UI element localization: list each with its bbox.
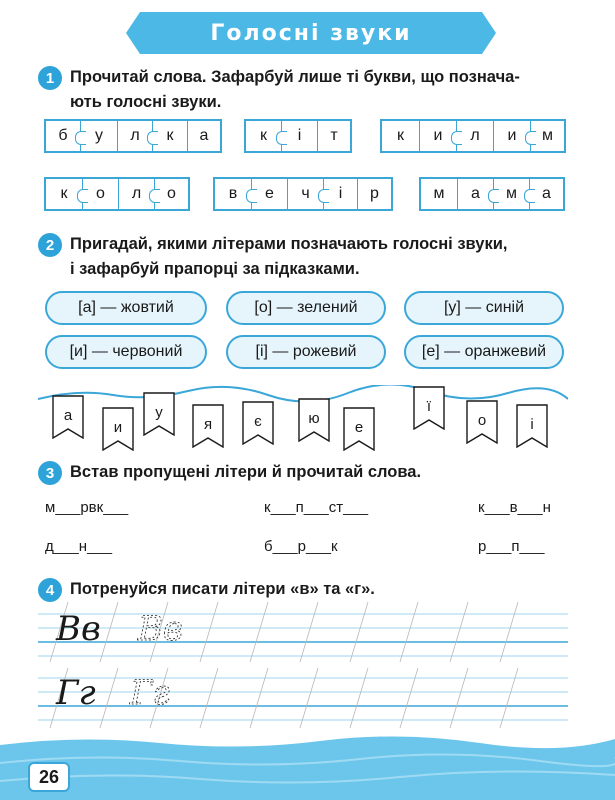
word-puzzle-2: [244, 119, 352, 153]
flag-10[interactable]: [516, 404, 548, 448]
letter-cell[interactable]: м: [433, 185, 445, 202]
word-puzzle-4: [44, 177, 190, 211]
letter-cell[interactable]: р: [357, 179, 391, 209]
letter-cell[interactable]: а: [187, 121, 220, 151]
letter-cell[interactable]: б: [58, 127, 68, 144]
handwriting-trace-vv: Вв: [138, 609, 183, 649]
page-title-banner: [140, 12, 482, 54]
letter-cell[interactable]: л: [456, 121, 493, 151]
flag-8[interactable]: [413, 386, 445, 430]
letter-cell[interactable]: к: [260, 127, 267, 144]
letter-cell[interactable]: а: [457, 179, 493, 209]
word-puzzle-1: [44, 119, 222, 153]
flag-6[interactable]: [298, 398, 330, 442]
handwriting-trace-hh: Гг: [130, 673, 170, 713]
letter-cell[interactable]: к: [152, 121, 187, 151]
task-4-number: 4: [38, 578, 62, 602]
hint-u-blue: [у] — синій: [404, 291, 564, 325]
word-puzzle-5: [213, 177, 393, 211]
hint-o-green: [о] — зелений: [226, 291, 386, 325]
letter-cell[interactable]: і: [281, 121, 317, 151]
word-puzzle-3: [380, 119, 566, 153]
letter-cell[interactable]: к: [397, 127, 404, 144]
flag-1[interactable]: [52, 395, 84, 439]
page-title: Голосні звуки: [210, 20, 412, 46]
fill-word-3[interactable]: к___в___н: [478, 499, 551, 516]
letter-cell[interactable]: у: [80, 121, 117, 151]
fill-word-1[interactable]: м___рвк___: [45, 499, 129, 516]
task-3-text: Встав пропущені літери й прочитай слова.: [70, 463, 422, 481]
bottom-wave-decoration: [0, 735, 615, 800]
task-2-text-line1: Пригадай, якими літерами позначають голосні звуки,: [70, 235, 508, 253]
flag-3[interactable]: [143, 392, 175, 436]
flag-letter: е: [354, 419, 364, 436]
letter-cell[interactable]: о: [82, 179, 118, 209]
handwriting-sample-vv: Вв: [56, 609, 101, 649]
hint-i-pink: [і] — рожевий: [226, 335, 386, 369]
flag-letter: о: [477, 412, 487, 429]
letter-cell[interactable]: м: [530, 121, 564, 151]
flag-letter: и: [113, 419, 123, 436]
letter-cell[interactable]: м: [493, 179, 529, 209]
flag-5[interactable]: [242, 401, 274, 445]
flag-4[interactable]: [192, 404, 224, 448]
fill-word-2[interactable]: к___п___ст___: [264, 499, 369, 516]
letter-cell[interactable]: к: [60, 185, 68, 202]
letter-cell[interactable]: ч: [287, 179, 323, 209]
word-puzzle-6: [419, 177, 565, 211]
flag-letter: у: [155, 404, 163, 421]
letter-cell[interactable]: е: [251, 179, 287, 209]
letter-cell[interactable]: а: [529, 179, 563, 209]
flag-letter: ї: [426, 398, 432, 415]
flag-letter: а: [63, 407, 73, 424]
page-number: 26: [28, 762, 70, 792]
flag-letter: є: [254, 413, 262, 430]
fill-word-6[interactable]: р___п___: [478, 538, 545, 555]
task-1-text-line1: Прочитай слова. Зафарбуй лише ті букви, що познача-: [70, 68, 520, 86]
letter-cell[interactable]: л: [117, 121, 152, 151]
task-2-number: 2: [38, 233, 62, 257]
letter-cell[interactable]: л: [118, 179, 154, 209]
letter-cell[interactable]: і: [323, 179, 357, 209]
letter-cell[interactable]: и: [493, 121, 530, 151]
hint-e-orange: [е] — оранжевий: [404, 335, 564, 369]
flag-letter: і: [530, 416, 534, 433]
task-1-text-line2: ють голосні звуки.: [70, 93, 222, 111]
flag-2[interactable]: [102, 407, 134, 451]
task-4-text: Потренуйся писати літери «в» та «г».: [70, 580, 375, 598]
fill-word-4[interactable]: д___н___: [45, 538, 113, 555]
flag-letter: я: [203, 416, 213, 433]
flag-9[interactable]: [466, 400, 498, 444]
hint-a-yellow: [а] — жовтий: [45, 291, 207, 325]
letter-cell[interactable]: в: [228, 185, 238, 202]
fill-word-5[interactable]: б___р___к: [264, 538, 338, 555]
handwriting-sample-hh: Гг: [56, 673, 96, 713]
letter-cell[interactable]: о: [154, 179, 188, 209]
task-1-number: 1: [38, 66, 62, 90]
handwriting-practice-area[interactable]: [38, 602, 568, 732]
task-2-text-line2: і зафарбуй прапорці за підказками.: [70, 260, 360, 278]
flag-letter: ю: [308, 410, 320, 427]
flag-7[interactable]: [343, 407, 375, 451]
letter-cell[interactable]: т: [317, 121, 350, 151]
task-3-number: 3: [38, 461, 62, 485]
hint-y-red: [и] — червоний: [45, 335, 207, 369]
letter-cell[interactable]: и: [419, 121, 456, 151]
